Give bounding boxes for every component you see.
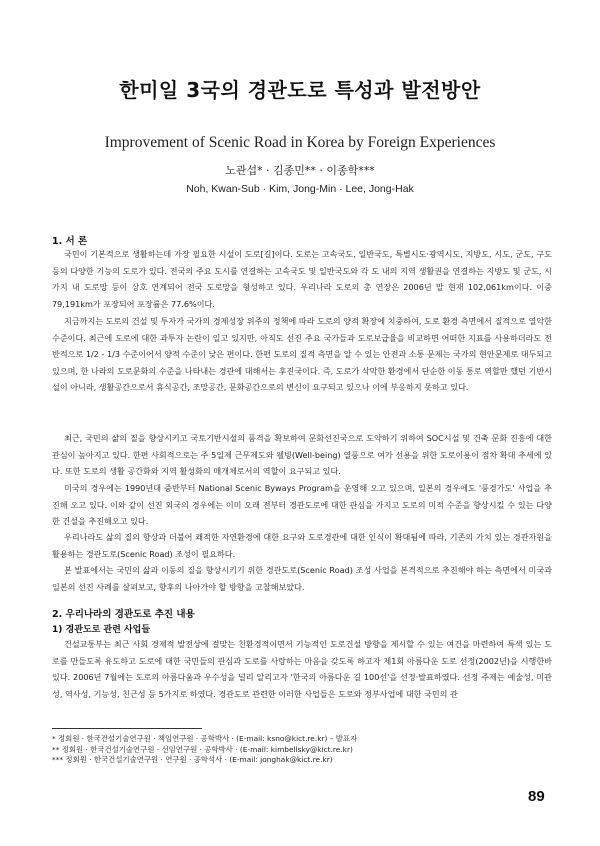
section-1-paragraph: 국민이 기본적으로 생활하는데 가장 필요한 시설이 도로[길]이다. 도로는 고속국도, 일반국도, 특별시도·광역시도, 지방도, 시도, 군도, 구도 등의 다양한 기능의 도로가 있다. 전국의 주요 도시를 연결하는 고속국도 및 일반국도와 각 도 내의 지역 생활권을 연결하는 지방도 및 군도, 시가지 내 도로망 등이 상호 연계되어 전국 도로망을 형성하고 있다. 우리나라 도로의 총 연장은 2006년 말 현재 102,061km이다. 이중 79,191km가 포장되어 포장률은 77.6%이다.: [52, 249, 552, 309]
section-1-paragraph: 지금까지는 도로의 건설 및 투자가 국가의 경제성장 위주의 정책에 따라 도로의 양적 확장에 치중하여, 도로 환경 측면에서 질적으로 열악한 수준이다. 최근에 도로에 대한 과투자 논란이 일고 있지만, 아직도 선진 주요 국가들과 도로보급율을 비교하면 어떠한 지표를 사용하더라도 전반적으로 1/2 - 1/3 수준이어서 양적 수준이 낮은 편이다. 한편 도로의 질적 측면을 알 수 있는 안전과 소통 문제는 국가의 현안문제로 대두되고 있으며, 한 나라의 도로문화의 수준을 나타내는 경관에 대해서는 후진국이다. 즉, 도로가 삭막한 환경에서 단순한 이동 통로 역할만 했던 기반시설이 아니라, 생활공간으로서 휴식공간, 조망공간, 문화공간으로의 변신이 요구되고 있으나 이에 부응하지 못하고 있다.: [52, 316, 552, 392]
paper-title-english: Improvement of Scenic Road in Korea by Foreign Experiences: [104, 134, 496, 151]
footnote-author-3: *** 정회원 · 한국건설기술연구원 · 연구원 · 공학석사 · (E-mail: jonghak@kict.re.kr): [52, 755, 333, 764]
footnote-author-2: ** 정회원 · 한국건설기술연구원 · 선임연구원 · 공학박사 · (E-mail: kimbellsky@kict.re.kr): [52, 744, 353, 754]
section-1-paragraph: 본 발표에서는 국민의 삶과 이동의 질을 향상시키기 위한 경관도로(Scenic Road) 조성 사업을 본격적으로 추진해야 하는 측면에서 미국과 일본의 선진 사례를 살펴보고, 향후의 나아가야 할 방향을 고찰해보았다.: [52, 565, 552, 592]
section-2-paragraph: 건설교통부는 최근 사회 경제적 발전상에 걸맞는 친환경적이면서 기능적인 도로건설 방향을 제시할 수 있는 여건을 마련하여 특색 있는 도로를 만들도록 유도하고 도로에 대한 국민들의 관심과 도로를 사랑하는 마음을 갖도록 하고자 제1회 아름다운 도로 선정(2002년)을 시행한바 있다. 2006년 7월에는 도로의 아름다움과 우수성을 널리 알리고자 '한국의 아름다운 길 100선'을 선정·발표하였다. 선정 주제는 예술성, 미관성, 역사성, 기능성, 친근성 등 5가지로 하였다. 경관도로 관련한 이러한 사업들은 도로와 정부사업에 대한 국민의 관: [52, 639, 552, 699]
section-1-paragraph: 최근, 국민의 삶의 질을 향상시키고 국토기반시설의 품격을 확보하여 문화선진국으로 도약하기 위하여 SOC시설 및 건축 문화 진흥에 대한 관심이 높아지고 있다. 한편 사회적으로는 주 5일제 근무제도와 웰빙(Well-being) 열풍으로 여가 선용을 위한 도로이용이 점차 확대 추세에 있다. 또한 도로의 생활 공간화와 지역 활성화의 매개체로서의 역할이 요구되고 있다.: [52, 433, 552, 476]
authors-korean: 노관섭* · 김종민** · 이종학***: [225, 164, 375, 177]
section-1-paragraph: 미국의 경우에는 1990년대 중반부터 National Scenic Byways Program을 운영해 오고 있으며, 일본의 경우에도 '풍경가도' 사업을 추진해 오고 있다. 이와 같이 선진 외국의 경우에는 이미 오래 전부터 경관도로에 대한 관심을 가지고 도로의 미적 수준을 향상시킬 수 있는 다양한 건설을 추진해오고 있다.: [52, 483, 552, 526]
footnotes: [52, 734, 552, 766]
section-2-heading: 2. 우리나라의 경관도로 추진 내용: [52, 609, 195, 620]
footnote-author-1: * 정회원 · 한국건설기술연구원 · 책임연구원 · 공학박사 · (E-mail: ksno@kict.re.kr) – 발표자: [52, 734, 358, 743]
paper-title-korean: 한미일 3국의 경관도로 특성과 발전방안: [119, 78, 481, 102]
section-2-subheading: 1) 경관도로 관련 사업들: [52, 625, 151, 635]
authors-english: Noh, Kwan-Sub · Kim, Jong-Min · Lee, Jong-Hak: [186, 183, 414, 195]
section-1-paragraph: 우리나라도 삶의 질의 향상과 더불어 쾌적한 자연환경에 대한 요구와 도로경관에 대한 인식이 확대됨에 따라, 기존의 가치 있는 경관자원을 활용하는 경관도로(Scenic Road) 조성이 필요하다.: [52, 532, 552, 559]
footnote-divider: [52, 728, 202, 729]
section-1-heading: 1. 서 론: [52, 236, 88, 247]
page-number: 89: [528, 788, 545, 805]
